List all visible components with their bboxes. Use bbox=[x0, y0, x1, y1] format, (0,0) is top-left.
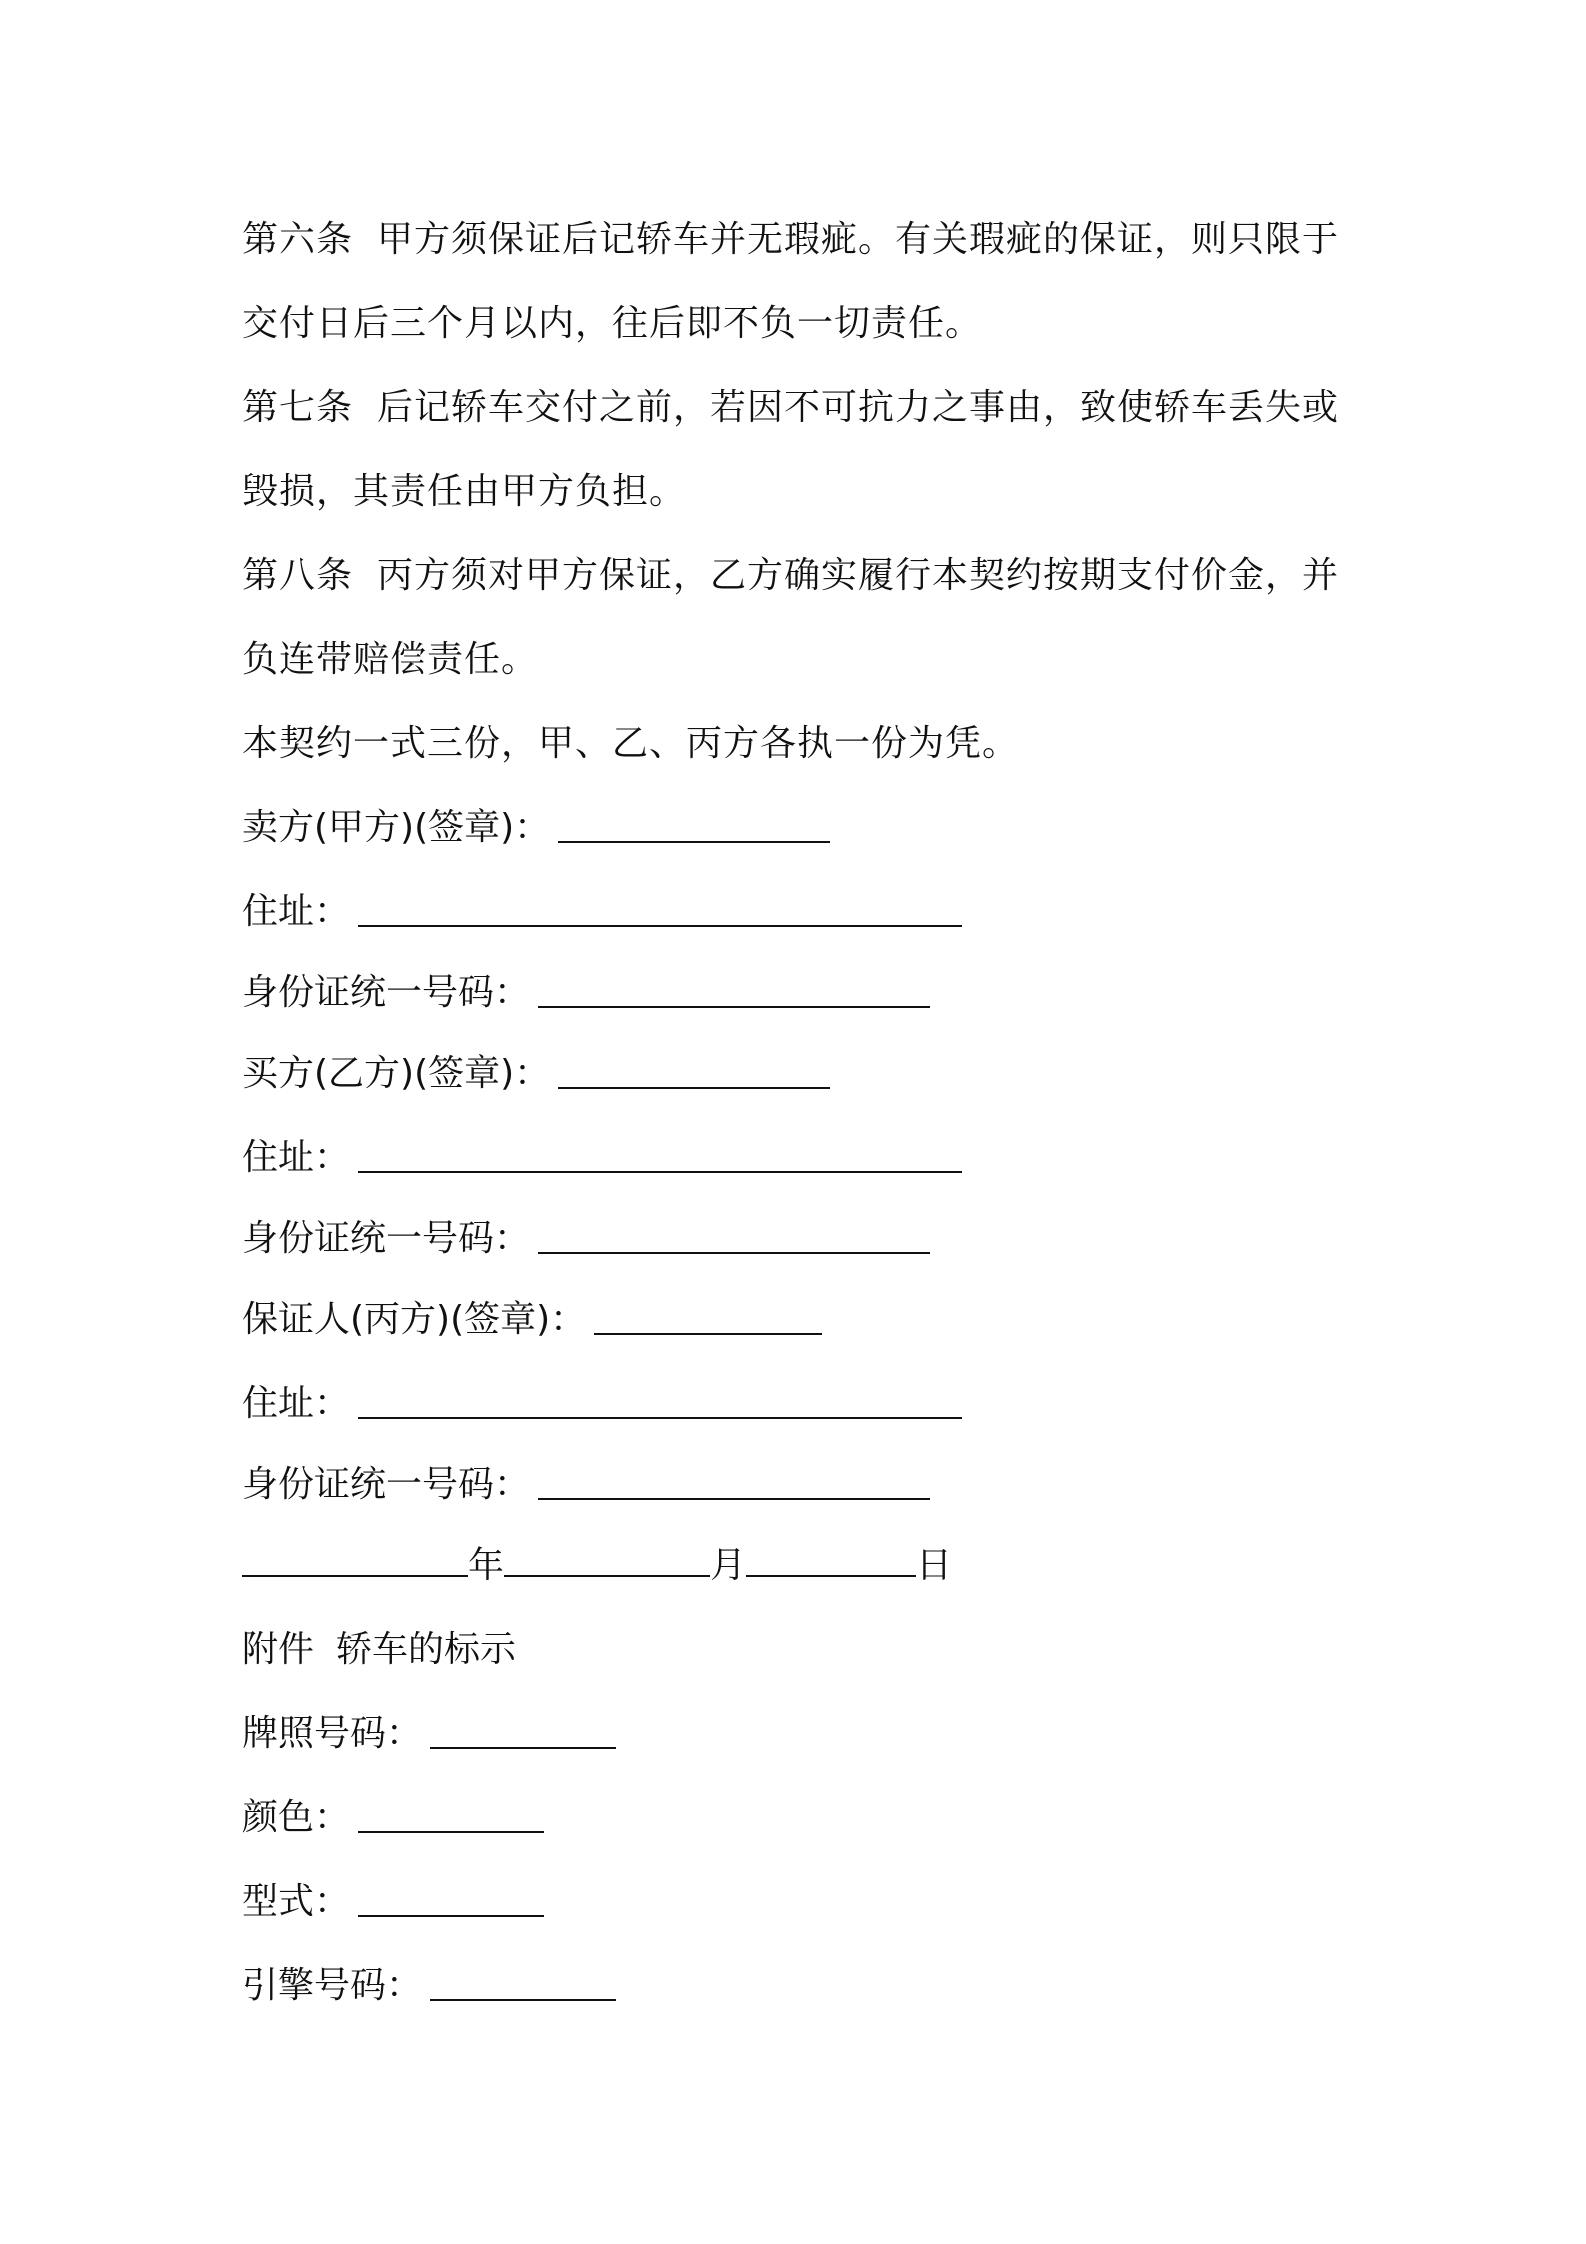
color-field bbox=[242, 1776, 1362, 1860]
article-7-line2: 毁损，其责任由甲方负担。 bbox=[242, 471, 687, 512]
article-8-line2: 负连带赔偿责任。 bbox=[242, 639, 539, 680]
seller-address-blank[interactable] bbox=[358, 895, 962, 927]
buyer-address-field bbox=[242, 1116, 1362, 1200]
day-blank[interactable] bbox=[746, 1545, 916, 1577]
seller-address-field bbox=[242, 870, 1362, 954]
signature-block bbox=[242, 786, 1362, 1608]
model-field bbox=[242, 1860, 1362, 1944]
document-body bbox=[242, 198, 1362, 2028]
article-7 bbox=[242, 366, 1362, 534]
buyer-address-blank[interactable] bbox=[358, 1141, 962, 1173]
guarantor-sign-label: 保证人(丙方)(签章)： bbox=[242, 1299, 587, 1340]
article-7-heading: 第七条 bbox=[242, 387, 354, 428]
article-8-heading: 第八条 bbox=[242, 555, 354, 596]
guarantor-address-blank[interactable] bbox=[358, 1387, 962, 1419]
guarantor-id-label: 身份证统一号码： bbox=[242, 1464, 531, 1505]
article-6-line1: 甲方须保证后记轿车并无瑕疵。有关瑕疵的保证，则只限于 bbox=[377, 219, 1340, 260]
article-8-line1: 丙方须对甲方保证，乙方确实履行本契约按期支付价金，并 bbox=[377, 555, 1340, 596]
article-8 bbox=[242, 534, 1362, 702]
annex-title-text: 轿车的标示 bbox=[336, 1629, 517, 1670]
seller-sign-label: 卖方(甲方)(签章)： bbox=[242, 807, 551, 848]
engine-number-field bbox=[242, 1944, 1362, 2028]
month-blank[interactable] bbox=[504, 1545, 710, 1577]
buyer-sign-label: 买方(乙方)(签章)： bbox=[242, 1053, 551, 1094]
engine-number-label: 引擎号码： bbox=[242, 1965, 423, 2006]
annex-title-prefix: 附件 bbox=[242, 1629, 315, 1670]
article-7-line1: 后记轿车交付之前，若因不可抗力之事由，致使轿车丢失或 bbox=[377, 387, 1340, 428]
buyer-sign-blank[interactable] bbox=[558, 1057, 830, 1089]
guarantor-id-blank[interactable] bbox=[538, 1468, 930, 1500]
color-label: 颜色： bbox=[242, 1797, 351, 1838]
color-blank[interactable] bbox=[358, 1801, 544, 1833]
day-label: 日 bbox=[916, 1545, 953, 1586]
model-blank[interactable] bbox=[358, 1885, 544, 1917]
plate-number-label: 牌照号码： bbox=[242, 1713, 423, 1754]
date-field bbox=[242, 1524, 1362, 1608]
closing-statement: 本契约一式三份，甲、乙、丙方各执一份为凭。 bbox=[242, 723, 1020, 764]
annex-title bbox=[242, 1608, 1362, 1692]
seller-id-field bbox=[242, 954, 1362, 1032]
seller-id-label: 身份证统一号码： bbox=[242, 972, 531, 1013]
month-label: 月 bbox=[710, 1545, 747, 1586]
guarantor-address-label: 住址： bbox=[242, 1383, 351, 1424]
engine-number-blank[interactable] bbox=[430, 1969, 616, 2001]
plate-number-field bbox=[242, 1692, 1362, 1776]
plate-number-blank[interactable] bbox=[430, 1717, 616, 1749]
article-6-line2: 交付日后三个月以内，往后即不负一切责任。 bbox=[242, 303, 983, 344]
seller-address-label: 住址： bbox=[242, 891, 351, 932]
buyer-id-label: 身份证统一号码： bbox=[242, 1218, 531, 1259]
guarantor-id-field bbox=[242, 1446, 1362, 1524]
buyer-address-label: 住址： bbox=[242, 1137, 351, 1178]
seller-sign-field bbox=[242, 786, 1362, 870]
guarantor-address-field bbox=[242, 1362, 1362, 1446]
guarantor-sign-blank[interactable] bbox=[594, 1303, 822, 1335]
guarantor-sign-field bbox=[242, 1278, 1362, 1362]
model-label: 型式： bbox=[242, 1881, 351, 1922]
year-label: 年 bbox=[468, 1545, 505, 1586]
seller-sign-blank[interactable] bbox=[558, 811, 830, 843]
article-6 bbox=[242, 198, 1362, 366]
buyer-id-blank[interactable] bbox=[538, 1222, 930, 1254]
article-6-heading: 第六条 bbox=[242, 219, 354, 260]
year-blank[interactable] bbox=[242, 1545, 468, 1577]
seller-id-blank[interactable] bbox=[538, 976, 930, 1008]
buyer-sign-field bbox=[242, 1032, 1362, 1116]
buyer-id-field bbox=[242, 1200, 1362, 1278]
